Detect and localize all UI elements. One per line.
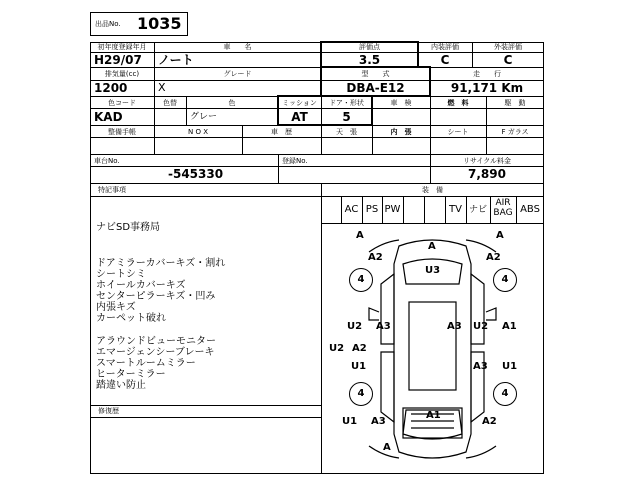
label-color: 色 [228,99,236,107]
mark-a2-bottom: A2 [482,416,497,427]
value-color-code: KAD [94,110,123,124]
note-item: スマートルームミラー [96,358,196,369]
mark-a-top-left: A [356,230,364,241]
mark-u3: U3 [425,265,441,276]
label-color-change: 色替 [163,99,177,107]
value-mission: AT [291,110,308,124]
label-recycle: リサイクル料金 [462,157,512,165]
note-item: 内張キズ [96,302,136,313]
equip-abs: ABS [520,204,540,215]
mark-a-top-center: A [428,241,436,252]
label-mileage: 走 行 [473,70,501,78]
label-fglass: F ガラス [501,128,529,136]
equip-airbag: AIR BAG [493,198,513,218]
value-color: グレー [190,112,218,122]
mark-a3-right: A3 [447,321,462,332]
mark-u2-mid: U2 [329,343,345,354]
mark-a-top-right: A [496,230,504,241]
label-seat: シート [447,128,469,136]
mark-a2-left: A2 [368,252,383,263]
label-exterior: 外装評価 [494,43,522,51]
lot-number-label: 出品No. [95,20,121,28]
label-color-code: 色コード [108,99,136,107]
value-model: DBA-E12 [346,81,405,95]
label-inner: 内 張 [390,128,412,136]
equip-pw: PW [384,204,401,215]
mark-a3-mid-right: A3 [473,361,488,372]
mark-u2-left: U2 [347,321,363,332]
note-item: カーペット破れ [96,313,166,324]
equip-ps: PS [365,204,379,215]
value-exterior: C [503,53,513,67]
value-displacement: 1200 [94,81,128,95]
label-roof: 天 張 [336,128,357,136]
value-interior: C [440,53,450,67]
label-fuel: 燃 料 [447,99,469,107]
note-line-1: ナビSD事務局 [96,222,161,233]
mark-a3-left: A3 [376,321,391,332]
notes-title: 特記事項 [98,186,126,194]
label-model: 型 式 [361,70,390,78]
equip-tv: TV [449,204,462,215]
value-recycle: 7,890 [468,167,506,181]
mark-u1-bottom: U1 [342,416,358,427]
value-chassis-no: -545330 [168,167,224,181]
equip-navi: ナビ [468,205,487,215]
tire-front-right: 4 [493,268,517,292]
value-grade: X [158,81,166,94]
tire-rear-right: 4 [493,382,517,406]
label-grade: グレード [223,70,252,78]
label-displacement: 排気量(cc) [104,70,140,78]
label-reg-no: 登録No. [282,157,308,165]
label-doors: ドア・形状 [329,99,364,107]
lot-number-value: 1035 [137,14,182,33]
note-item: ホイールカバーキズ [96,280,186,291]
label-inspection: 車 検 [390,99,412,107]
mark-a1-right: A1 [502,321,517,332]
note-item: 踏違い防止 [96,380,146,391]
mark-a2-mid: A2 [352,343,367,354]
mark-a1-bottom: A1 [426,410,441,421]
equip-ac: AC [344,204,359,215]
mark-u2-right: U2 [473,321,489,332]
lot-number-box [90,12,188,36]
note-item: シートシミ [96,269,146,280]
label-car-name: 車 名 [223,43,252,51]
note-item: センターピラーキズ・凹み [96,291,216,302]
label-interior: 内装評価 [431,43,459,51]
note-item: ヒーターミラー [96,369,166,380]
label-drive: 駆 動 [504,99,526,107]
value-first-reg: H29/07 [94,53,142,67]
note-item: エマージェンシーブレーキ [96,347,215,358]
value-mileage: 91,171 Km [450,81,524,95]
tire-rear-left: 4 [349,382,373,406]
mark-a3-bottom: A3 [371,416,386,427]
mark-u1-left: U1 [351,361,367,372]
label-nox: N O X [188,128,208,136]
value-doors: 5 [342,110,351,124]
note-item: アラウンドビューモニター [96,336,216,347]
equipment-title: 装 備 [422,186,443,194]
label-score: 評価点 [359,43,380,51]
value-score: 3.5 [358,53,381,67]
tire-front-left: 4 [349,268,373,292]
label-manual: 整備手帳 [108,128,136,136]
label-mission: ミッション [282,99,317,107]
label-history: 車 歴 [271,128,292,136]
value-car-name: ノート [158,53,194,67]
repair-title: 修復歴 [98,407,119,415]
note-item: ドアミラーカバーキズ・割れ [96,258,226,269]
mark-a2-right: A2 [486,252,501,263]
mark-u1-right: U1 [502,361,518,372]
label-first-reg: 初年度登録年月 [97,43,147,51]
label-chassis-no: 車台No. [94,157,120,165]
mark-a-bottom: A [383,442,391,453]
